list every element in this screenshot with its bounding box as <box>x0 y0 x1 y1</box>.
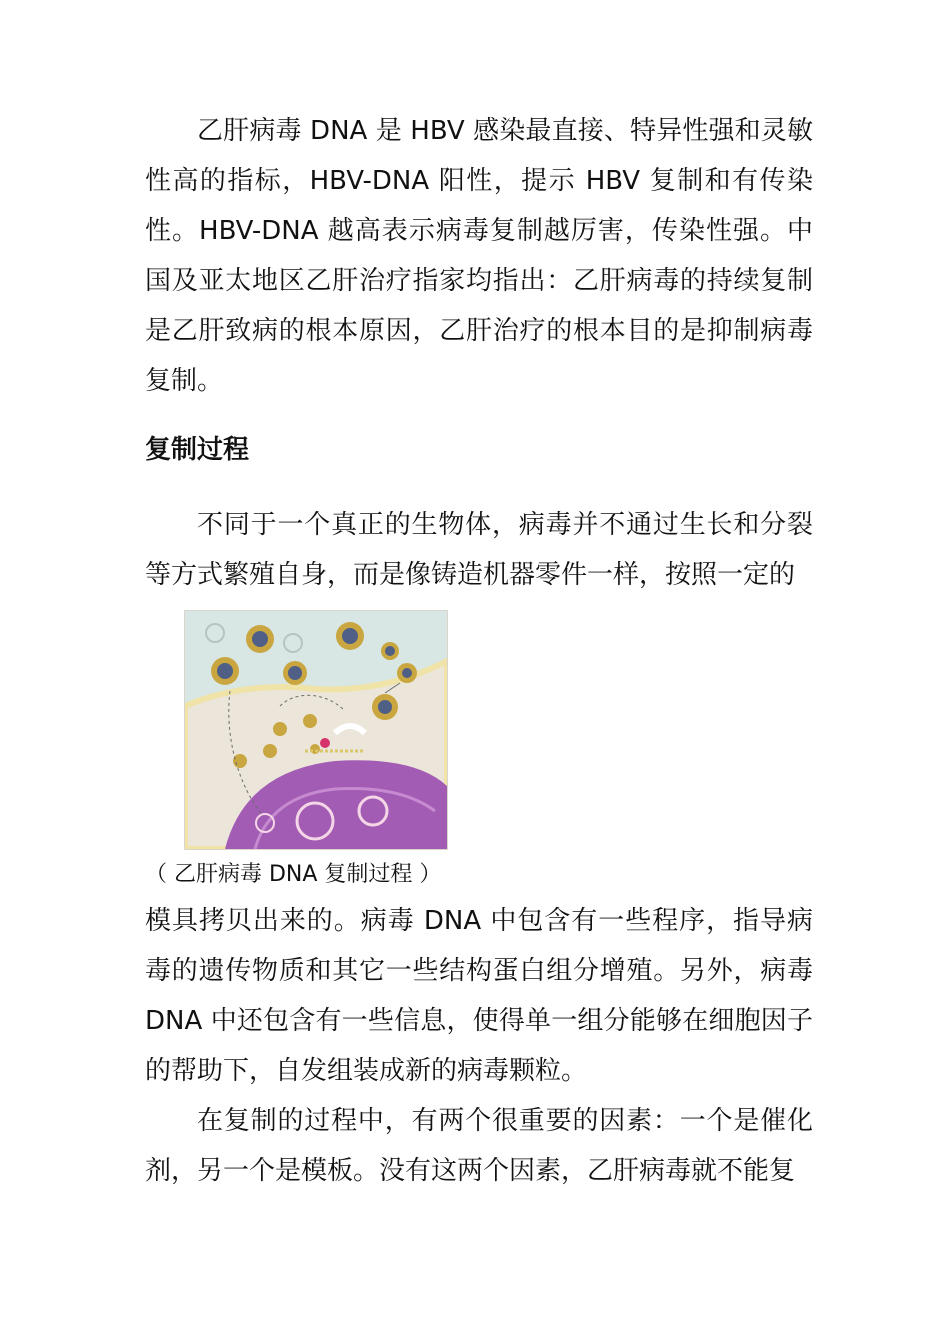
paragraph-dna-program: 模具拷贝出来的。病毒 DNA 中包含有一些程序，指导病毒的遗传物质和其它一些结构蛋白组分增殖。另外，病毒 DNA 中还包含有一些信息，使得单一组分能够在细胞因子的帮助下，自发组装成新的病毒颗粒。 <box>145 906 813 1086</box>
figure-caption: （ 乙肝病毒 DNA 复制过程 ） <box>145 862 442 887</box>
ribosome-marker <box>320 738 330 748</box>
hbv-replication-figure <box>184 610 448 850</box>
paragraph-replication-factors: 在复制的过程中，有两个很重要的因素：一个是催化剂，另一个是模板。没有这两个因素，乙肝病毒就不能复 <box>145 1106 813 1186</box>
hbv-replication-illustration <box>185 611 447 849</box>
paragraph-virus-reproduction: 不同于一个真正的生物体，病毒并不通过生长和分裂等方式繁殖自身，而是像铸造机器零件一样，按照一定的 <box>145 510 813 590</box>
section-heading-replication: 复制过程 <box>145 435 250 465</box>
budding-virion-core <box>378 700 392 714</box>
paragraph-hbv-dna-indicator: 乙肝病毒 DNA 是 HBV 感染最直接、特异性强和灵敏性高的指标，HBV-DNA 阳性，提示 HBV 复制和有传染性。HBV-DNA 越高表示病毒复制越厉害，传染性强。中国及亚太地区乙肝治疗指家均指出：乙肝病毒的持续复制是乙肝致病的根本原因，乙肝治疗的根本目的是抑制病毒复制。 <box>145 116 813 396</box>
